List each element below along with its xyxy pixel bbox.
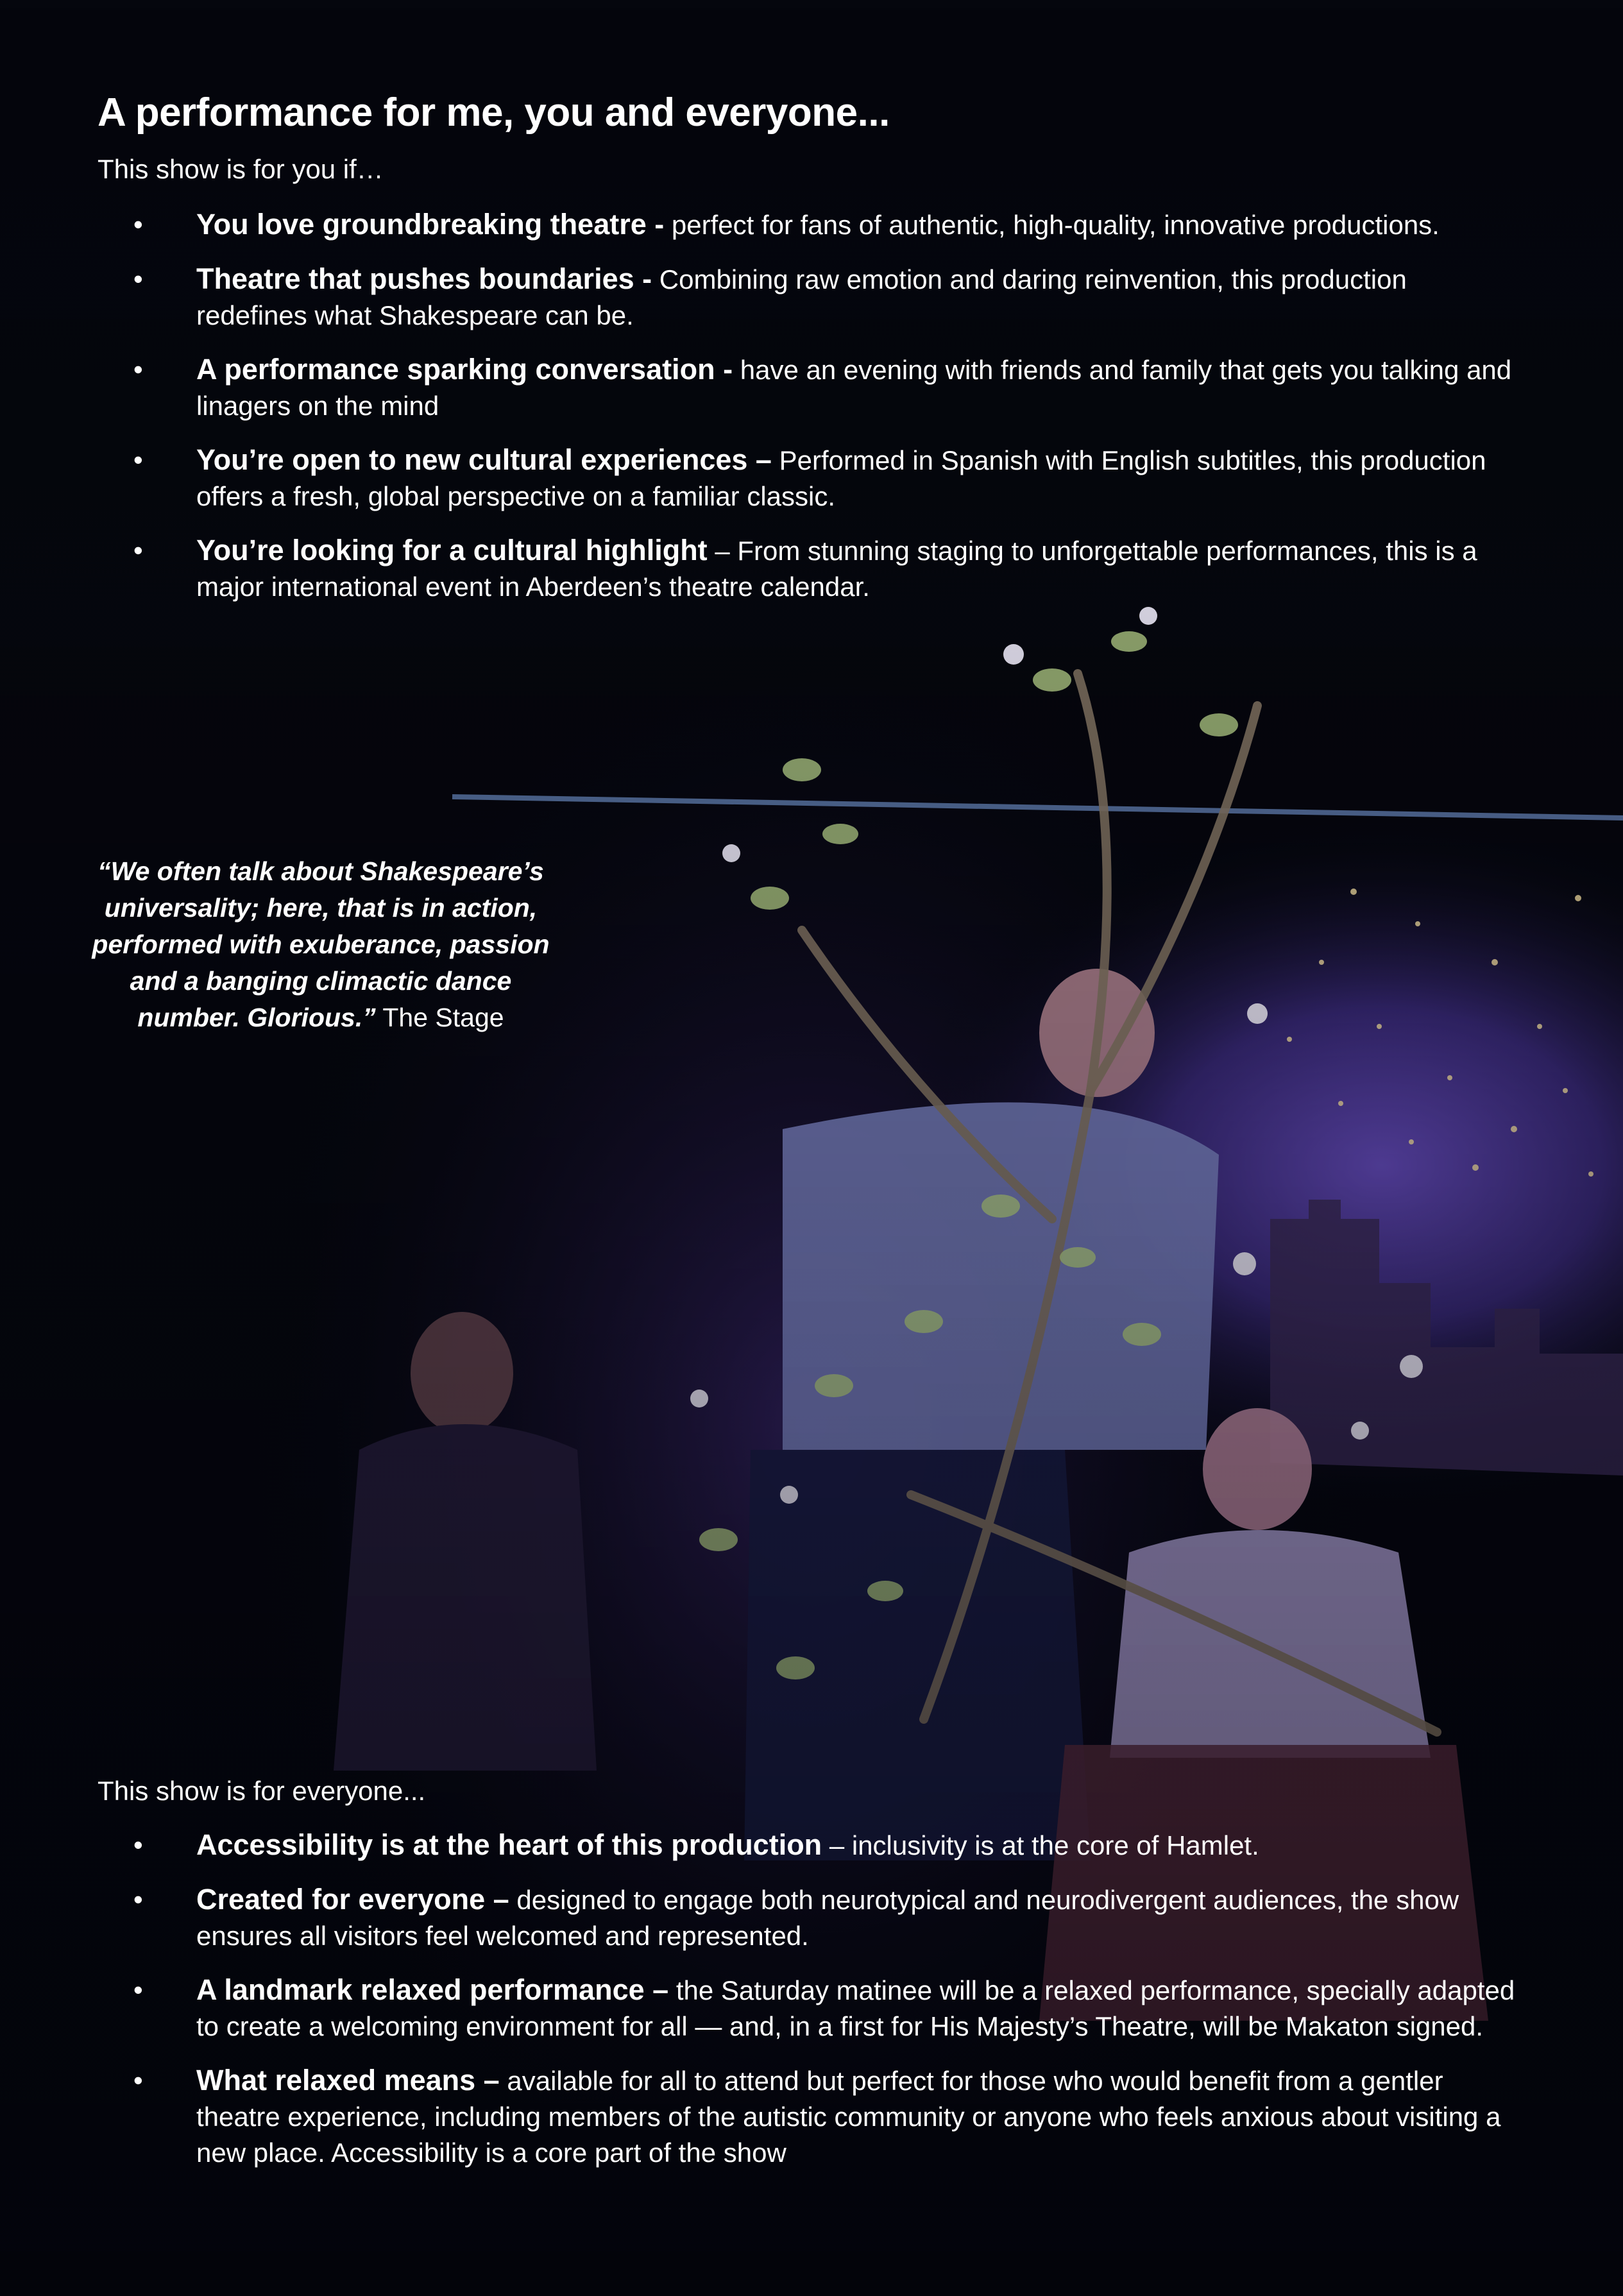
intro-top: This show is for you if… xyxy=(98,154,384,184)
bullet-text: Performed in Spanish with English subtitles, this production offers a fresh, global perspective on a familiar classic. xyxy=(196,445,1486,511)
list-item xyxy=(126,207,1524,243)
intro-bottom: This show is for everyone... xyxy=(98,1776,426,1806)
bullet-text: designed to engage both neurotypical and neurodivergent audiences, the show ensures all visitors feel welcomed and represented. xyxy=(196,1885,1459,1951)
quote-text: “We often talk about Shakespeare’s universality; here, that is in action, performed with exuberance, passion and a banging climactic dance number. Glorious.” xyxy=(92,856,550,1032)
bullet-text: – inclusivity is at the core of Hamlet. xyxy=(822,1830,1259,1860)
bullet-dot: • xyxy=(133,1830,143,1860)
list-item xyxy=(126,2062,1524,2171)
bullet-lead: A landmark relaxed performance – xyxy=(196,1973,669,2006)
list-item xyxy=(126,442,1524,514)
bullet-lead: What relaxed means – xyxy=(196,2064,500,2096)
list-item xyxy=(126,352,1524,424)
page-title: A performance for me, you and everyone... xyxy=(98,90,890,135)
list-item xyxy=(126,1882,1524,1954)
bullet-dot: • xyxy=(133,2065,143,2095)
bullet-lead: You’re looking for a cultural highlight xyxy=(196,534,708,566)
list-item xyxy=(126,261,1524,334)
bullet-lead: You’re open to new cultural experiences – xyxy=(196,443,772,476)
bullet-text: the Saturday matinee will be a relaxed performance, specially adapted to create a welcoming environment for all — and, in a first for His Majesty’s Theatre, will be Makaton signed. xyxy=(196,1975,1515,2041)
bullet-lead: Accessibility is at the heart of this production xyxy=(196,1828,822,1861)
bullet-text: have an evening with friends and family that gets you talking and linagers on the mind xyxy=(196,355,1512,421)
bullet-dot: • xyxy=(133,535,143,565)
bullet-dot: • xyxy=(133,445,143,475)
bullet-text: – From stunning staging to unforgettable performances, this is a major international event in Aberdeen’s theatre calendar. xyxy=(196,536,1477,602)
bullet-dot: • xyxy=(133,209,143,239)
bullet-text: Combining raw emotion and daring reinvention, this production redefines what Shakespeare can be. xyxy=(196,264,1407,330)
press-quote xyxy=(83,853,558,1036)
bullet-dot: • xyxy=(133,1975,143,2005)
list-item xyxy=(126,1972,1524,2045)
bullet-dot: • xyxy=(133,354,143,384)
top-bullet-list xyxy=(126,207,1524,623)
bullet-lead: Theatre that pushes boundaries - xyxy=(196,262,652,295)
bullet-lead: You love groundbreaking theatre - xyxy=(196,208,665,241)
bullet-dot: • xyxy=(133,264,143,294)
quote-source: The Stage xyxy=(382,1003,504,1032)
bullet-text: perfect for fans of authentic, high-quality, innovative productions. xyxy=(664,210,1440,240)
list-item xyxy=(126,1827,1524,1864)
list-item xyxy=(126,532,1524,605)
bullet-dot: • xyxy=(133,1884,143,1914)
bullet-text: available for all to attend but perfect for those who would benefit from a gentler theatre experience, including members of the autistic community or anyone who feels anxious about visiting a new place. Accessibility is a core part of the show xyxy=(196,2066,1501,2168)
bullet-lead: A performance sparking conversation - xyxy=(196,353,733,386)
bottom-bullet-list xyxy=(126,1827,1524,2189)
bullet-lead: Created for everyone – xyxy=(196,1883,509,1916)
